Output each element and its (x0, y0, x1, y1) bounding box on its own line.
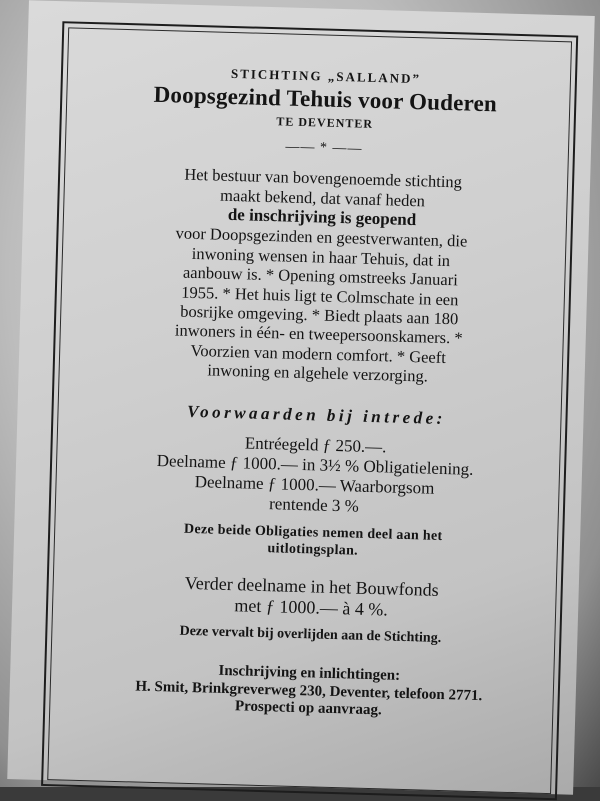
announcement-line: Het bestuur van bovengenoemde stichting (184, 164, 463, 192)
location: TE DEVENTER (276, 114, 374, 132)
entry-fee: Entréegeld ƒ 250.—. (244, 433, 387, 457)
bond-participation: Deelname ƒ 1000.— in 3½ % Obligatielening. (156, 450, 474, 479)
announcement-line: inwoners in één- en tweepersoonskamers. * (174, 320, 463, 348)
announcement-line: inwoning wensen in haar Tehuis, dat in (191, 243, 451, 270)
advertisement (73, 52, 561, 725)
conditions-heading: Voorwaarden bij intrede: (186, 401, 447, 428)
ad-title: Doopsgezind Tehuis voor Ouderen (153, 82, 498, 117)
announcement-line: Voorzien van modern comfort. * Geeft (190, 340, 447, 367)
announcement-headline: de inschrijving is geopend (227, 204, 417, 230)
announcement-line: 1955. * Het huis ligt te Colmschate in een (181, 282, 459, 309)
note-line: Deze beide Obligaties nemen deel aan het (183, 521, 443, 545)
conditions-list (79, 429, 551, 522)
conditions-note (78, 519, 549, 565)
contact-prospectus: Prospecti op aanvraag. (234, 698, 382, 719)
announcement-line: inwoning en algehele verzorging. (207, 360, 429, 386)
deposit-participation: Deelname ƒ 1000.— Waarborgsom (194, 472, 435, 498)
building-fund (76, 570, 547, 626)
announcement-line: aanbouw is. * Opening omstreeks Januari (182, 262, 459, 290)
fund-line: Verder deelname in het Bouwfonds (184, 572, 439, 601)
deposit-interest: rentende 3 % (268, 494, 360, 516)
fund-line: met ƒ 1000.— à 4 %. (234, 595, 389, 620)
newspaper-page (7, 0, 595, 794)
announcement-line: voor Doopsgezinden en geestverwanten, die (175, 223, 468, 251)
announcement (82, 162, 558, 390)
note-line: uitlotingsplan. (267, 540, 359, 559)
contact-address: H. Smit, Brinkgreverweg 230, Deventer, telefoon 2771. (135, 678, 483, 704)
announcement-line: maakt bekend, dat vanaf heden (219, 185, 426, 210)
announcement-line: bosrijke omgeving. * Biedt plaats aan 180 (180, 301, 459, 329)
fund-note: Deze vervalt bij overlijden aan de Stichting. (179, 623, 442, 646)
ornament-divider: —— * —— (285, 139, 363, 157)
contact-heading: Inschrijving en inlichtingen: (218, 662, 401, 684)
foundation-name: STICHTING „SALLAND” (230, 65, 422, 87)
